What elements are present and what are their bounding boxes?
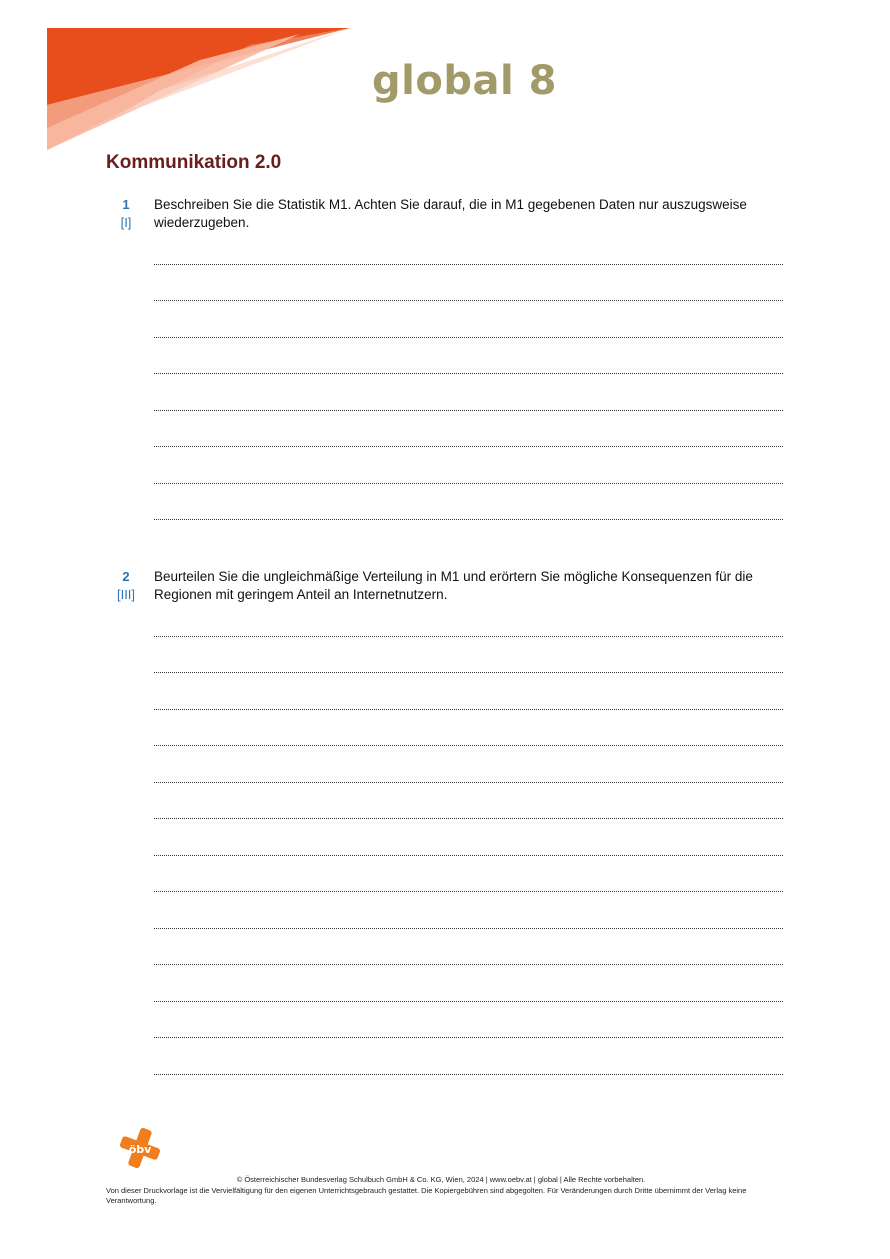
svg-text:öbv: öbv [128, 1143, 152, 1156]
task-number-block [106, 196, 146, 232]
task-number: 1 [122, 197, 130, 212]
answer-lines-task-1[interactable] [154, 228, 783, 520]
answer-line[interactable] [154, 965, 783, 1002]
answer-line[interactable] [154, 710, 783, 747]
footer-copyright: © Österreichischer Bundesverlag Schulbuch GmbH & Co. KG, Wien, 2024 | www.oebv.at | global | Alle Rechte vorbehalten. [236, 1175, 646, 1184]
answer-line[interactable] [154, 411, 783, 448]
answer-line[interactable] [154, 1002, 783, 1039]
answer-line[interactable] [154, 819, 783, 856]
answer-line[interactable] [154, 338, 783, 375]
answer-line[interactable] [154, 1038, 783, 1075]
footer-notice: Von dieser Druckvorlage ist die Vervielfältigung für den eigenen Unterrichtsgebrauch gestattet. Die Kopiergebühren sind abgegolten. Für Veränderungen durch Dritte übernimmt der Verlag keine Verantwortung. [106, 1185, 747, 1205]
answer-line[interactable] [154, 856, 783, 893]
answer-line[interactable] [154, 484, 783, 521]
task-level: [I] [120, 215, 132, 230]
task-number-block [106, 568, 146, 604]
task-level: [III] [116, 587, 136, 602]
answer-line[interactable] [154, 447, 783, 484]
brand-title: global 8 [372, 58, 557, 104]
answer-line[interactable] [154, 374, 783, 411]
answer-line[interactable] [154, 637, 783, 674]
answer-line[interactable] [154, 929, 783, 966]
answer-lines-task-2[interactable] [154, 600, 783, 1075]
task-number: 2 [122, 569, 130, 584]
answer-line[interactable] [154, 228, 783, 265]
answer-line[interactable] [154, 301, 783, 338]
answer-line[interactable] [154, 746, 783, 783]
section-title: Kommunikation 2.0 [106, 152, 282, 173]
task-text: Beschreiben Sie die Statistik M1. Achten Sie darauf, die in M1 gegebenen Daten nur auszugsweise wiederzugeben. [154, 197, 747, 230]
answer-line[interactable] [154, 892, 783, 929]
answer-line[interactable] [154, 783, 783, 820]
answer-line[interactable] [154, 265, 783, 302]
footer [106, 1175, 776, 1207]
answer-line[interactable] [154, 600, 783, 637]
task-text: Beurteilen Sie die ungleichmäßige Verteilung in M1 und erörtern Sie mögliche Konsequenzen für die Regionen mit geringem Anteil an Internetnutzern. [154, 569, 753, 602]
publisher-logo-icon [118, 1126, 162, 1170]
answer-line[interactable] [154, 673, 783, 710]
